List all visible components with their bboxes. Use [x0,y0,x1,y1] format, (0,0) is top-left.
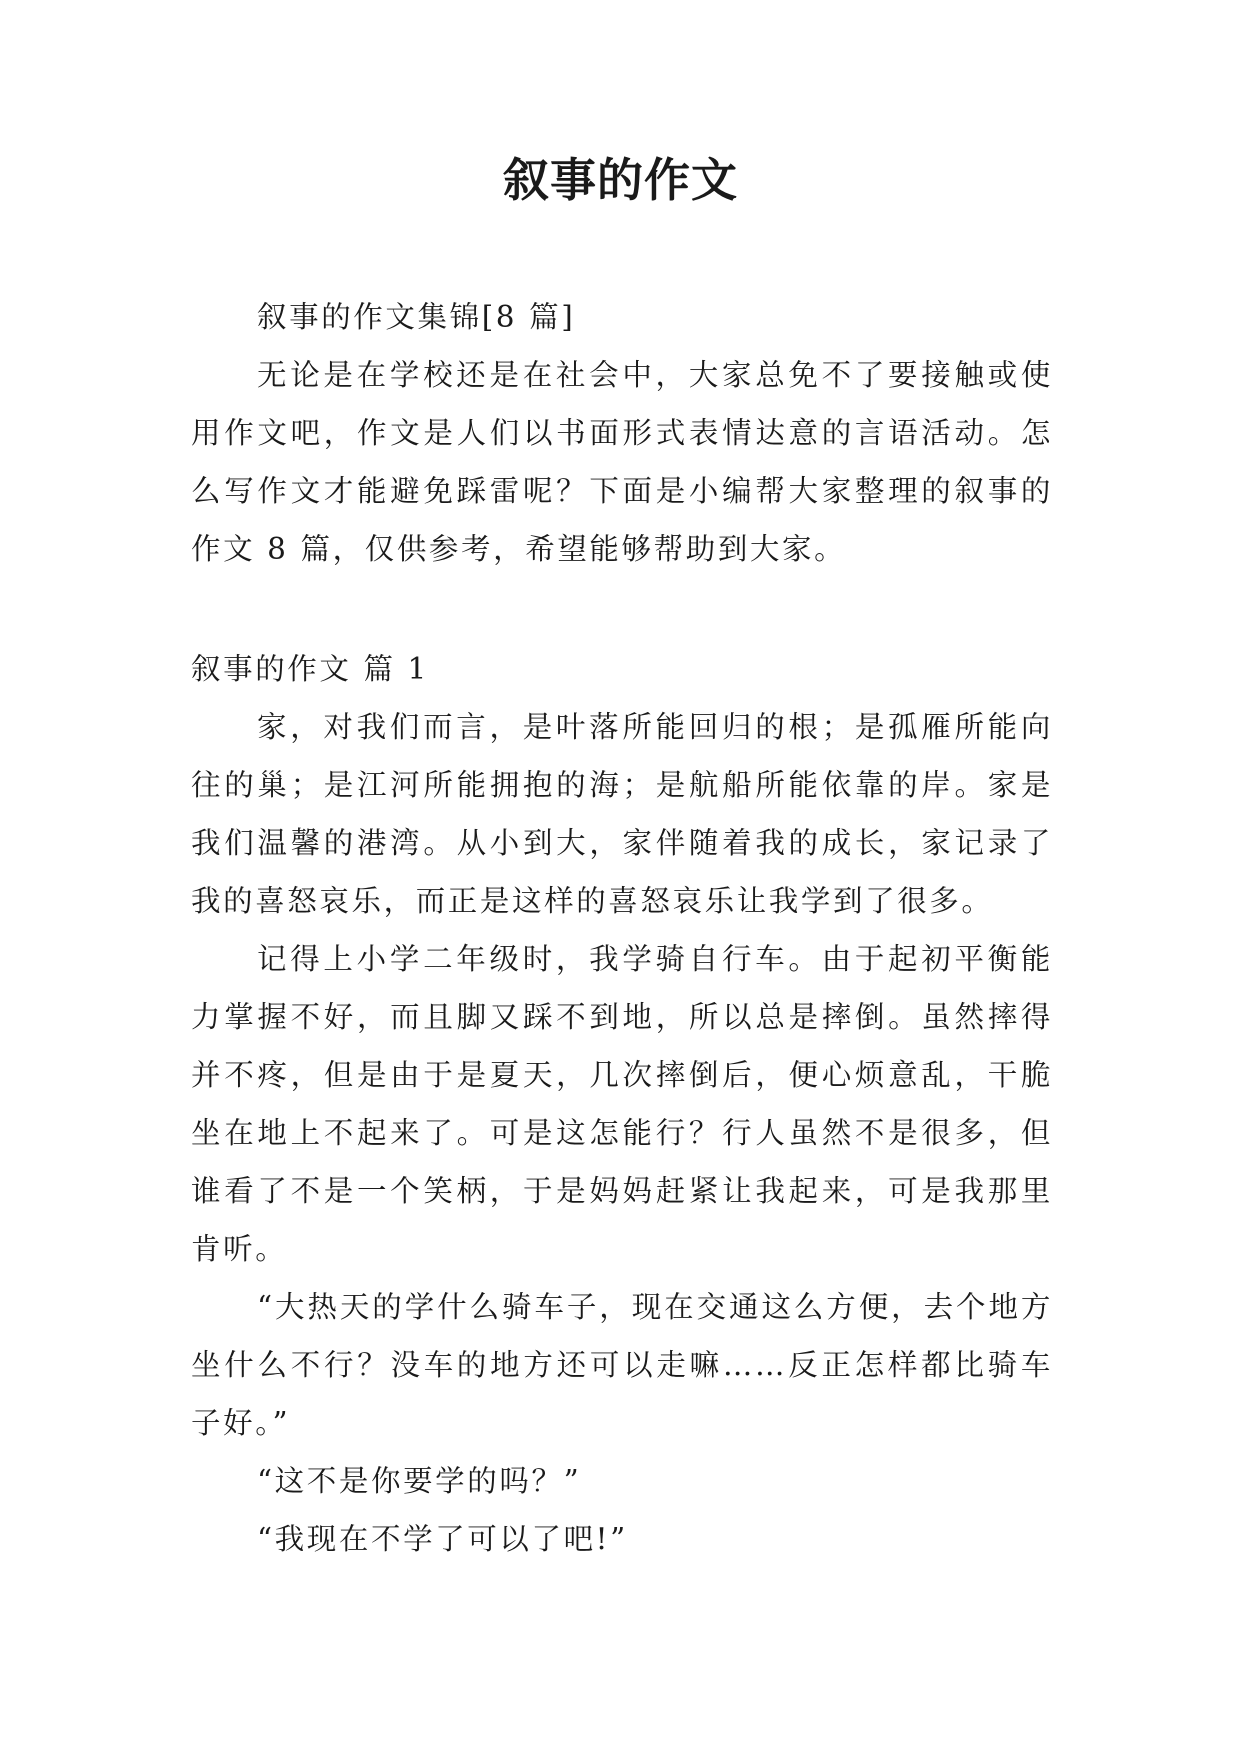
collection-heading: 叙事的作文集锦[8 篇] [257,300,576,334]
body-paragraph: “大热天的学什么骑车子，现在交通这么方便，去个地方坐什么不行？没车的地方还可以走嘛……反正怎样都比骑车子好。” [191,1290,1053,1440]
document-title: 叙事的作文 [503,153,738,207]
body-paragraph: 记得上小学二年级时，我学骑自行车。由于起初平衡能力掌握不好，而且脚又踩不到地，所以总是摔倒。虽然摔得并不疼，但是由于是夏天，几次摔倒后，便心烦意乱，干脆坐在地上不起来了。可是这怎能行？行人虽然不是很多，但谁看了不是一个笑柄，于是妈妈赶紧让我起来，可是我那里肯听。 [191,942,1053,1266]
document-body [191,288,1053,1568]
body-paragraph: “我现在不学了可以了吧!” [257,1522,628,1556]
section-heading: 叙事的作文 篇 1 [191,652,429,686]
intro-paragraph: 无论是在学校还是在社会中，大家总免不了要接触或使用作文吧，作文是人们以书面形式表情达意的言语活动。怎么写作文才能避免踩雷呢？下面是小编帮大家整理的叙事的作文 8 篇，仅供参考，希望能够帮助到大家。 [191,358,1053,566]
body-paragraph: 家，对我们而言，是叶落所能回归的根；是孤雁所能向往的巢；是江河所能拥抱的海；是航船所能依靠的岸。家是我们温馨的港湾。从小到大，家伴随着我的成长，家记录了我的喜怒哀乐，而正是这样的喜怒哀乐让我学到了很多。 [191,710,1053,918]
body-paragraph: “这不是你要学的吗？” [257,1464,582,1498]
